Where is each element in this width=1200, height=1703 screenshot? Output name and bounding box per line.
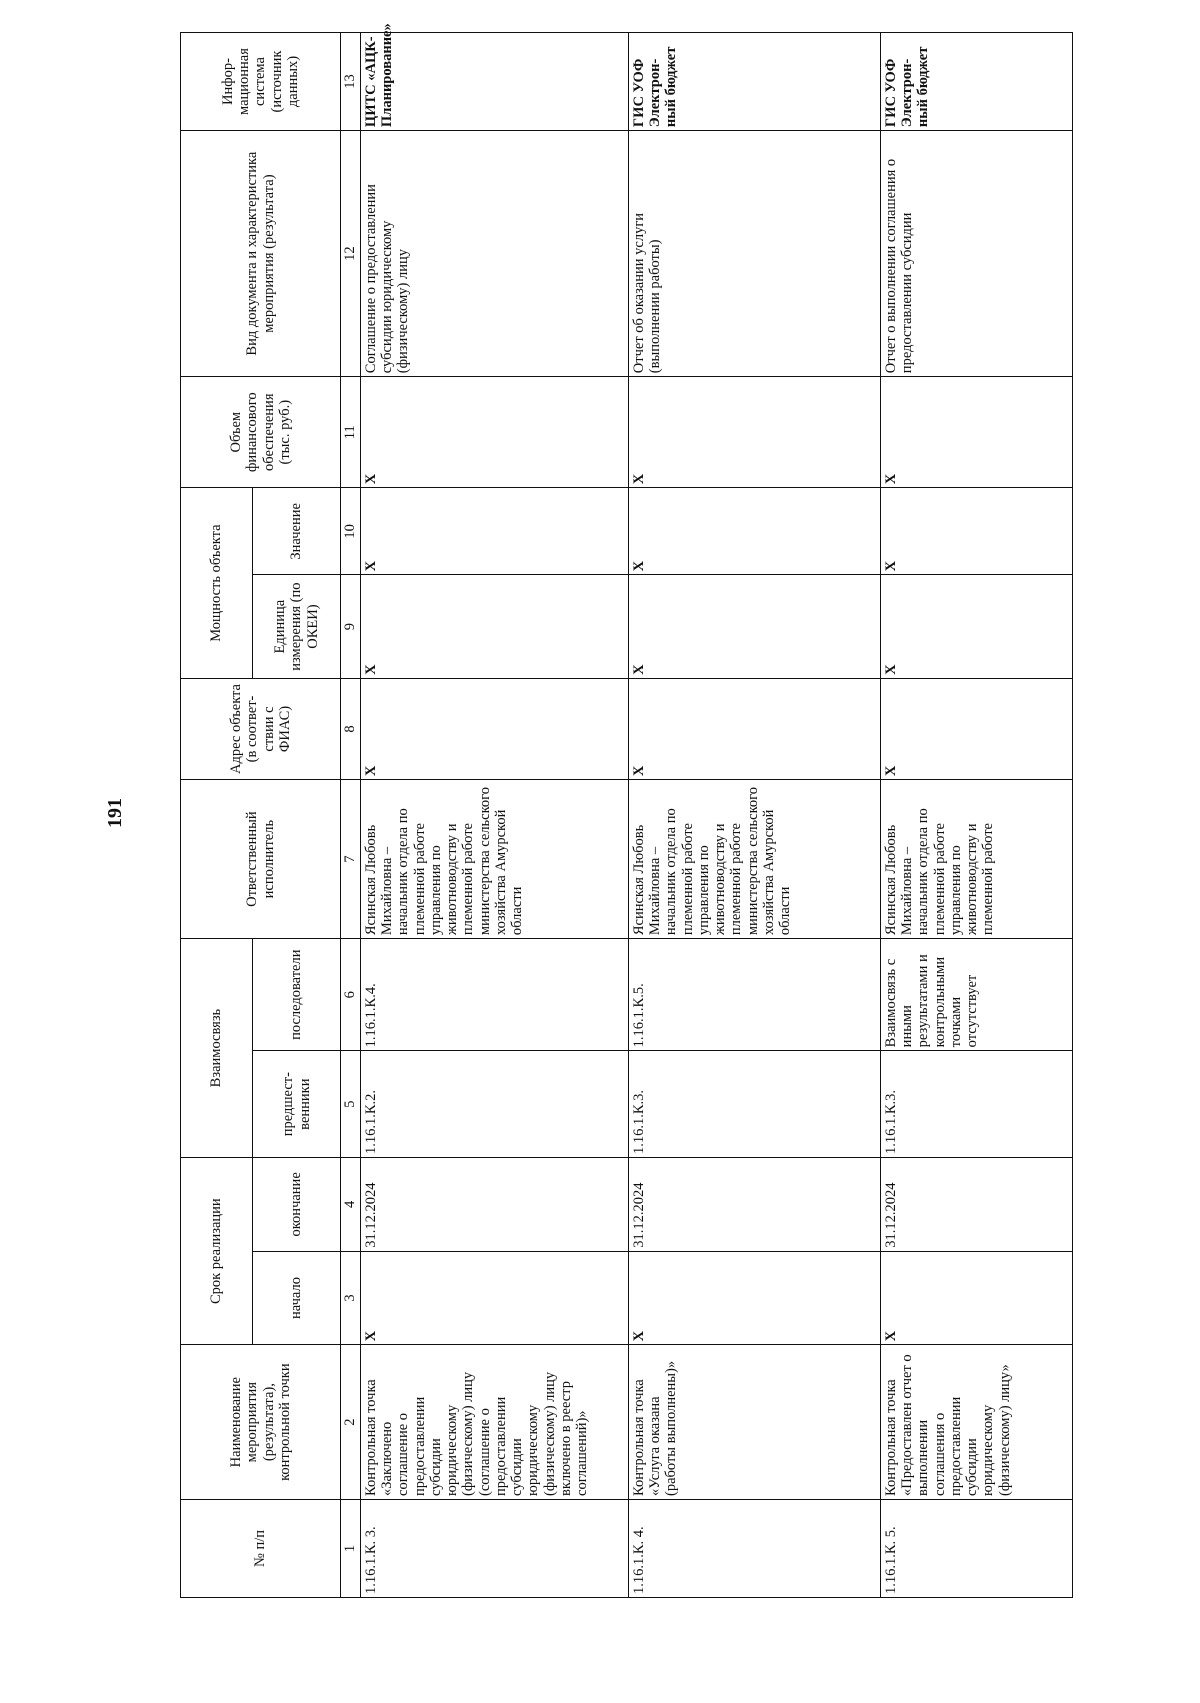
row-info-system: ГИС УОФ Электрон-ный бюджет [629, 33, 881, 131]
header-period: Срок реализации [181, 1158, 253, 1345]
column-number: 11 [341, 377, 361, 488]
row-financing: X [361, 377, 629, 488]
row-address: X [629, 678, 881, 779]
document-table [180, 23, 1073, 1598]
header-start: начало [253, 1251, 341, 1345]
row-number: 1.16.1.К. 3. [361, 1499, 629, 1597]
column-number: 5 [341, 1051, 361, 1158]
column-number: 4 [341, 1158, 361, 1252]
header-address: Адрес объекта (в соответ-ствии с ФИАС) [181, 678, 341, 779]
row-successors: Взаимосвязь с иными результатами и контрольными точками отсутствует [881, 939, 1073, 1051]
column-number: 6 [341, 939, 361, 1051]
row-unit: X [361, 575, 629, 678]
row-predecessors: 1.16.1.К.2. [361, 1051, 629, 1158]
row-financing: X [881, 377, 1073, 488]
header-row-top [181, 33, 253, 1598]
page-number: 191 [104, 798, 126, 828]
header-document: Вид документа и характеристика мероприятия (результата) [181, 131, 341, 377]
row-address: X [881, 678, 1073, 779]
header-name: Наименование мероприятия (результата), контрольной точки [181, 1345, 341, 1500]
row-document: Соглашение о предоставлении субсидии юридическому (физическому) лицу [361, 131, 629, 377]
header-capacity: Мощность объекта [181, 488, 253, 679]
row-value: X [361, 488, 629, 575]
table-row [361, 33, 629, 1598]
row-value: X [881, 488, 1073, 575]
column-number: 1 [341, 1499, 361, 1597]
header-predecessors: предшест-венники [253, 1051, 341, 1158]
row-name: Контрольная точка «Услуга оказана (работы выполнены)» [629, 1345, 881, 1500]
row-unit: X [881, 575, 1073, 678]
row-address: X [361, 678, 629, 779]
column-number: 2 [341, 1345, 361, 1500]
row-value: X [629, 488, 881, 575]
row-predecessors: 1.16.1.К.3. [881, 1051, 1073, 1158]
row-document: Отчет об оказании услуги (выполнении работы) [629, 131, 881, 377]
row-start: X [361, 1251, 629, 1345]
header-responsible: Ответственный исполнитель [181, 780, 341, 939]
row-number: 1.16.1.К. 4. [629, 1499, 881, 1597]
row-start: X [881, 1251, 1073, 1345]
header-value: Значение [253, 488, 341, 575]
row-unit: X [629, 575, 881, 678]
rotated-table-container [180, 23, 1095, 1598]
row-start: X [629, 1251, 881, 1345]
row-successors: 1.16.1.К.5. [629, 939, 881, 1051]
row-number: 1.16.1.К. 5. [881, 1499, 1073, 1597]
header-links: Взаимосвязь [181, 939, 253, 1158]
table-row [629, 33, 881, 1598]
header-end: окончание [253, 1158, 341, 1252]
row-end: 31.12.2024 [361, 1158, 629, 1252]
row-end: 31.12.2024 [629, 1158, 881, 1252]
row-predecessors: 1.16.1.К.3. [629, 1051, 881, 1158]
table-row [881, 33, 1073, 1598]
row-financing: X [629, 377, 881, 488]
row-name: Контрольная точка «Заключено соглашение о предоставлении субсидии юридическому (физическому) лицу (соглашение о предоставлении субсидии юридическому (физическому) лицу включено в реестр соглашений)» [361, 1345, 629, 1500]
row-responsible: Ясинская Любовь Михайловна – начальник отдела по племенной работе управления по животноводству и племенной работе [881, 780, 1073, 939]
header-successors: последователи [253, 939, 341, 1051]
header-info-system: Инфор-мационная система (источник данных) [181, 33, 341, 131]
row-document: Отчет о выполнении соглашения о предоставлении субсидии [881, 131, 1073, 377]
row-responsible: Ясинская Любовь Михайловна – начальник отдела по племенной работе управления по животноводству и племенной работе министерства сельского хозяйства Амурской области [629, 780, 881, 939]
column-number: 9 [341, 575, 361, 678]
column-number-row [341, 33, 361, 1598]
column-number: 10 [341, 488, 361, 575]
row-successors: 1.16.1.К.4. [361, 939, 629, 1051]
header-num: № п/п [181, 1499, 341, 1597]
column-number: 12 [341, 131, 361, 377]
row-name: Контрольная точка «Предоставлен отчет о выполнении соглашения о предоставлении субсидии юридическому (физическому) лицу» [881, 1345, 1073, 1500]
header-unit: Единица измерения (по ОКЕИ) [253, 575, 341, 678]
row-end: 31.12.2024 [881, 1158, 1073, 1252]
header-financing: Объем финансового обеспечения (тыс. руб.) [181, 377, 341, 488]
column-number: 13 [341, 33, 361, 131]
row-responsible: Ясинская Любовь Михайловна – начальник отдела по племенной работе управления по животноводству и племенной работе министерства сельского хозяйства Амурской области [361, 780, 629, 939]
column-number: 7 [341, 780, 361, 939]
row-info-system: ЦИТС «АЦК-Планирование» [361, 33, 629, 131]
column-number: 8 [341, 678, 361, 779]
row-info-system: ГИС УОФ Электрон-ный бюджет [881, 33, 1073, 131]
column-number: 3 [341, 1251, 361, 1345]
